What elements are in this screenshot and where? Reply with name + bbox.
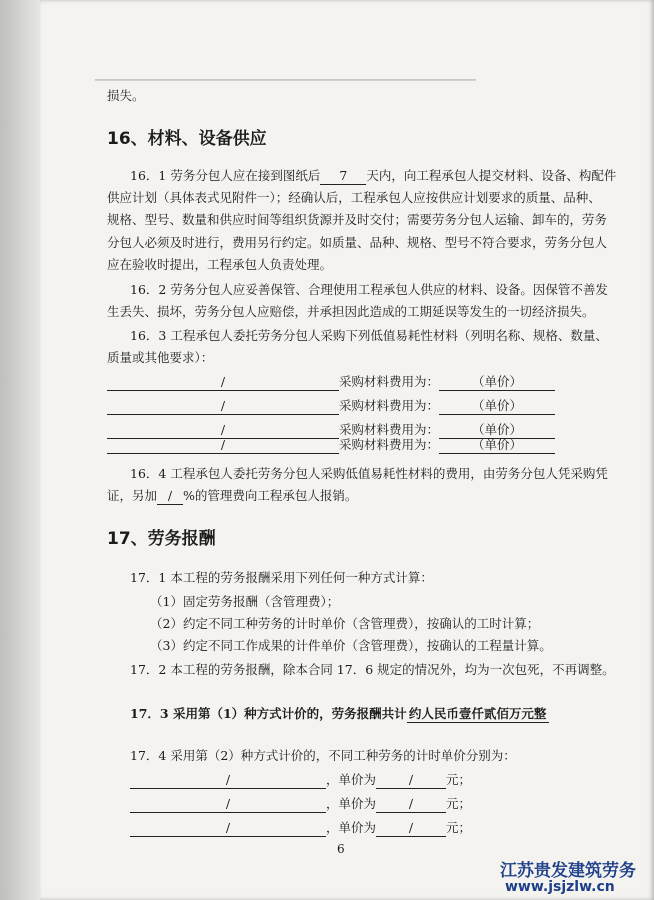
para-16-1-line4: 分包人必须及时进行，费用另行约定。如质量、品种、规格、型号不符合要求，劳务分包人 <box>107 235 608 250</box>
watermark-url: www.jsjzlw.cn <box>505 879 615 895</box>
option-3: （3）约定不同工作成果的计件单价（含管理费），按确认的工程量计算。 <box>150 638 552 653</box>
para-16-4-line2: 证，另加 / %的管理费向工程承包人报销。 <box>107 488 358 503</box>
para-16-3-line2: 质量或其他要求）： <box>107 350 214 365</box>
para-16-3-line1: 16．3 工程承包人委托劳务分包人采购下列低值易耗性材料（列明名称、规格、数量、 <box>130 328 608 343</box>
para-16-1-line5: 应在验收时提出，工程承包人负责处理。 <box>107 257 333 272</box>
total-amount: 约人民币壹仟贰佰万元整 <box>407 706 549 723</box>
para-17-4: 17．4 采用第（2）种方式计价的，不同工种劳务的计时单价分别为： <box>130 748 516 763</box>
para-16-2-line1: 16．2 劳务分包人应妥善保管、合理使用工程承包人供应的材料、设备。因保管不善发 <box>130 282 608 297</box>
rate-line: / ，单价为 / 元； <box>130 772 471 789</box>
option-2: （2）约定不同工种劳务的计时单价（含管理费），按确认的工时计算； <box>150 616 540 631</box>
watermark-company: 江苏贵发建筑劳务 <box>500 861 636 881</box>
binding-fold <box>0 0 40 900</box>
rate-line: / ，单价为 / 元； <box>130 796 471 813</box>
para-16-1-line2: 供应计划（具体表式见附件一）；经确认后，工程承包人应按供应计划要求的质量、品种、 <box>107 190 601 205</box>
para-16-2-line2: 生丢失、损坏，劳务分包人应赔偿，并承担因此造成的工期延误等发生的一切经济损失。 <box>107 304 595 319</box>
para-17-1: 17．1 本工程的劳务报酬采用下列任何一种方式计算： <box>130 570 433 585</box>
page-number: 6 <box>337 842 345 856</box>
material-fee-line: / 采购材料费用为： （单价） <box>107 398 555 415</box>
days-value: 7 <box>320 168 366 185</box>
option-1: （1）固定劳务报酬（含管理费）； <box>150 594 340 609</box>
material-fee-line: / 采购材料费用为： （单价） <box>107 422 555 439</box>
rate-line: / ，单价为 / 元； <box>130 820 471 837</box>
para-17-3: 17．3 采用第（1）种方式计价的，劳务报酬共计 约人民币壹仟贰佰万元整 <box>130 706 549 723</box>
para-16-4-line1: 16．4 工程承包人委托劳务分包人采购低值易耗性材料的费用，由劳务分包人凭采购凭 <box>130 466 608 481</box>
section-17-heading: 17、劳务报酬 <box>107 529 216 549</box>
material-fee-line: / 采购材料费用为： （单价） <box>107 437 555 454</box>
material-fee-line: / 采购材料费用为： （单价） <box>107 374 555 391</box>
para-16-1-line1: 16．1 劳务分包人应在接到图纸后 7 天内，向工程承包人提交材料、设备、构配件 <box>130 168 617 183</box>
bleed-through: ▁▁▁▁▁▁▁▁▁▁▁▁▁▁▁▁▁▁▁▁▁▁▁▁▁▁▁▁▁▁▁▁▁▁▁▁▁▁▁▁▁▁▁▁▁ <box>95 68 476 81</box>
para-16-1-line3: 规格、型号、数量和供应时间等组织货源并及时交付；需要劳务分包人运输、卸车的，劳务 <box>107 212 608 227</box>
continued-text: 损失。 <box>107 88 145 103</box>
para-17-2: 17．2 本工程的劳务报酬，除本合同 17．6 规定的情况外，均为一次包死，不再调整。 <box>130 662 615 677</box>
section-16-heading: 16、材料、设备供应 <box>107 129 267 149</box>
